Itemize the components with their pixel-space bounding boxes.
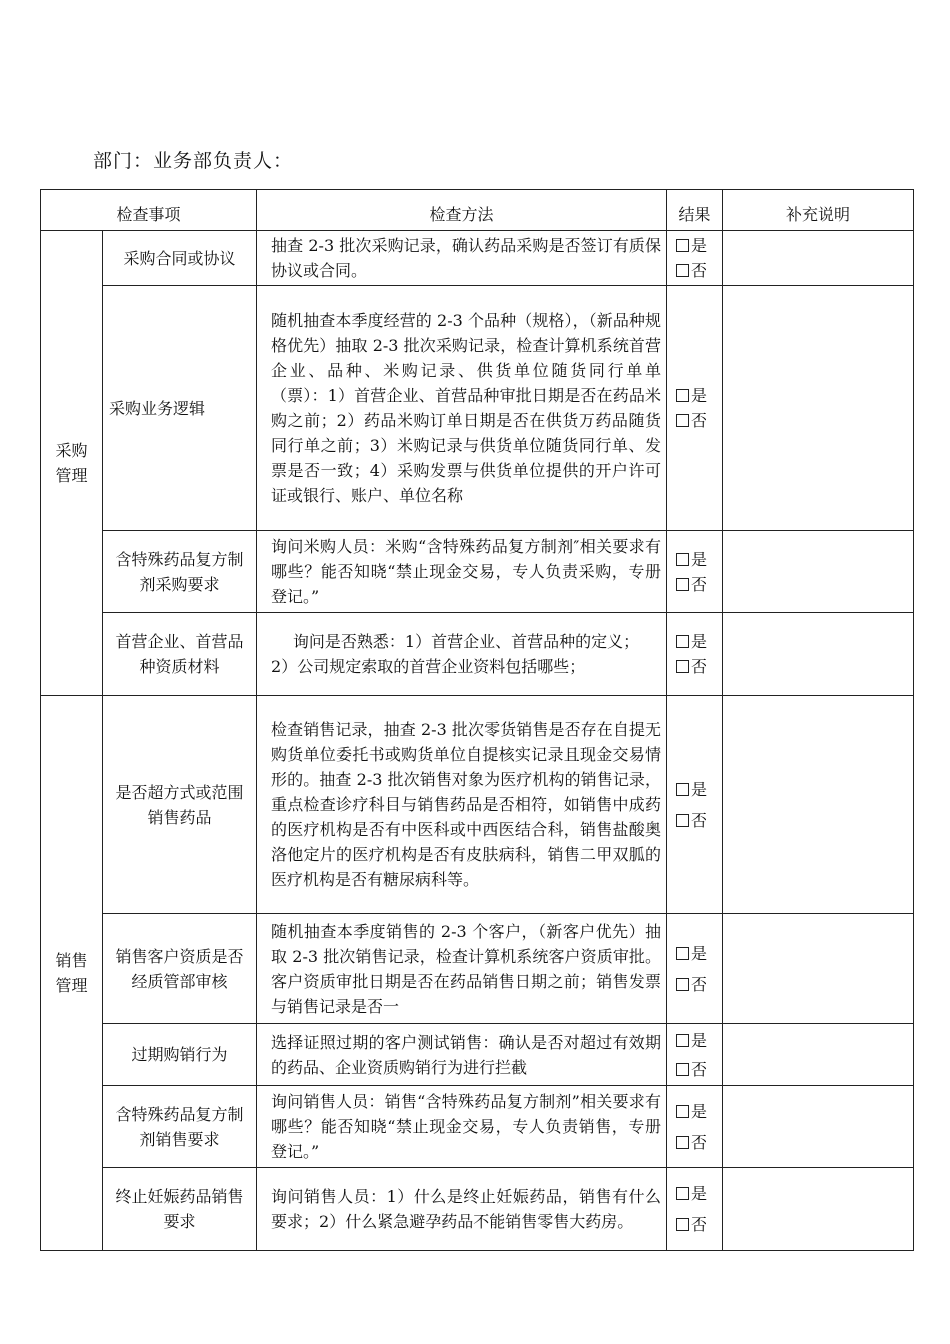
method-cell: [257, 914, 667, 1024]
table-row: [41, 1086, 914, 1168]
method-text: 询问销售人员：1）什么是终止妊娠药品，销售有什么要求；2）什么紧急避孕药品不能销售零售大药房。: [271, 1187, 662, 1231]
method-text: 抽查 2-3 批次采购记录，确认药品采购是否签订有质保协议或合同。: [271, 236, 662, 280]
method-text-b: 2）公司规定索取的首营企业资料包括哪些；: [271, 657, 586, 676]
result-cell: [667, 613, 723, 696]
note-cell[interactable]: [723, 914, 914, 1024]
table-row: [41, 286, 914, 531]
no-label: 否: [691, 1132, 708, 1152]
note-cell[interactable]: [723, 696, 914, 914]
table-row: [41, 1024, 914, 1086]
result-cell: [667, 1086, 723, 1168]
note-cell[interactable]: [723, 286, 914, 531]
table-row: [41, 231, 914, 286]
table-header-row: [41, 190, 914, 231]
note-cell[interactable]: [723, 1168, 914, 1251]
no-checkbox[interactable]: [676, 578, 689, 591]
note-cell[interactable]: [723, 531, 914, 613]
item-cell: 首营企业、首营品种资质材料: [103, 613, 257, 696]
col-header-note: 补充说明: [723, 190, 914, 231]
method-text-a: 询问是否熟悉：1）首营企业、首营品种的定义；: [292, 632, 640, 651]
yes-checkbox[interactable]: [676, 783, 689, 796]
yes-label: 是: [691, 1184, 708, 1203]
yes-label: 是: [691, 779, 708, 799]
no-label: 否: [691, 1215, 708, 1234]
note-cell[interactable]: [723, 1086, 914, 1168]
no-checkbox[interactable]: [676, 814, 689, 827]
col-header-result: 结果: [667, 190, 723, 231]
note-cell[interactable]: [723, 1024, 914, 1086]
no-checkbox[interactable]: [676, 660, 689, 673]
note-cell[interactable]: [723, 231, 914, 286]
yes-label: 是: [691, 1101, 708, 1121]
no-checkbox[interactable]: [676, 264, 689, 277]
method-cell: [257, 1086, 667, 1168]
no-checkbox[interactable]: [676, 1063, 689, 1076]
method-text: 随机抽查本季度经营的 2-3 个品种（规格），（新品种规格优先）抽取 2-3 批次采购记录，检查计算机系统首营企业、品种、米购记录、供货单位随货同行单单（票）：1）首营企业、首营品种审批日期是否在药品米购之前；2）药品米购订单日期是否在供货万药品随货同行单之前；3）米购记录与供货单位随货同行单、发票是否一致；4）采购发票与供货单位提供的开户许可证或银行、账户、单位名称: [271, 311, 662, 505]
no-label: 否: [691, 261, 708, 280]
item-cell: 是否超方式或范围销售药品: [103, 696, 257, 914]
no-label: 否: [691, 1059, 708, 1079]
method-cell: [257, 696, 667, 914]
no-checkbox[interactable]: [676, 978, 689, 991]
yes-label: 是: [691, 549, 708, 569]
category-label: 采购 管理: [55, 441, 88, 485]
yes-label: 是: [691, 1030, 708, 1050]
method-text: 选择证照过期的客户测试销售：确认是否对超过有效期的药品、企业资质购销行为进行拦截: [271, 1032, 662, 1077]
yes-checkbox[interactable]: [676, 1187, 689, 1200]
yes-checkbox[interactable]: [676, 1034, 689, 1047]
method-cell: [257, 531, 667, 613]
yes-checkbox[interactable]: [676, 635, 689, 648]
table-row: [41, 914, 914, 1024]
no-checkbox[interactable]: [676, 1218, 689, 1231]
table-row: [41, 1168, 914, 1251]
yes-checkbox[interactable]: [676, 947, 689, 960]
col-header-method: 检查方法: [257, 190, 667, 231]
method-text: 检查销售记录，抽查 2-3 批次零货销售是否存在自提无购货单位委托书或购货单位自提核实记录且现金交易情形的。抽查 2-3 批次销售对象为医疗机构的销售记录，重点检查诊疗科目与销售药品是否相符，如销售中成药的医疗机构是否有中医科或中西医结合科，销售盐酸奥洛他定片的医疗机构是否有皮肤病科，销售二甲双胍的医疗机构是否有糖尿病科等。: [271, 720, 662, 889]
no-label: 否: [691, 411, 708, 430]
yes-checkbox[interactable]: [676, 1105, 689, 1118]
table-row: [41, 696, 914, 914]
no-checkbox[interactable]: [676, 414, 689, 427]
result-cell: [667, 231, 723, 286]
item-cell: 采购业务逻辑: [103, 286, 257, 531]
method-cell: [257, 286, 667, 531]
no-checkbox[interactable]: [676, 1136, 689, 1149]
method-text: 询问销售人员：销售“含特殊药品复方制剂”相关要求有哪些？能否知晓“禁止现金交易，专人负责销售，专册登记。”: [271, 1092, 662, 1161]
result-cell: [667, 1168, 723, 1251]
yes-label: 是: [691, 632, 708, 651]
yes-label: 是: [691, 236, 708, 255]
item-cell: 含特殊药品复方制剂销售要求: [103, 1086, 257, 1168]
yes-label: 是: [691, 386, 708, 405]
method-cell: [257, 1168, 667, 1251]
item-cell: 含特殊药品复方制剂采购要求: [103, 531, 257, 613]
yes-checkbox[interactable]: [676, 389, 689, 402]
no-label: 否: [691, 974, 708, 994]
item-cell: 终止妊娠药品销售要求: [103, 1168, 257, 1251]
no-label: 否: [691, 574, 708, 594]
method-text: 随机抽查本季度销售的 2-3 个客户，（新客户优先）抽取 2-3 批次销售记录，检查计算机系统客户资质审批。客户资质审批日期是否在药品销售日期之前；销售发票与销售记录是否一: [271, 921, 662, 1016]
result-cell: [667, 696, 723, 914]
yes-label: 是: [691, 943, 708, 963]
yes-checkbox[interactable]: [676, 239, 689, 252]
no-label: 否: [691, 810, 708, 830]
method-cell: [257, 231, 667, 286]
result-cell: [667, 1024, 723, 1086]
department-header: 部门：业务部负责人：: [93, 150, 294, 172]
item-cell: 过期购销行为: [103, 1024, 257, 1086]
table-row: [41, 613, 914, 696]
item-cell: 采购合同或协议: [103, 231, 257, 286]
category-cell-sales: [41, 696, 103, 1251]
result-cell: [667, 286, 723, 531]
result-cell: [667, 531, 723, 613]
item-cell: 销售客户资质是否经质管部审核: [103, 914, 257, 1024]
category-cell-purchase: [41, 231, 103, 696]
yes-checkbox[interactable]: [676, 553, 689, 566]
category-label: 销售 管理: [55, 951, 88, 995]
method-cell: [257, 613, 667, 696]
method-text: 询问米购人员：米购“含特殊药品复方制剂″相关要求有哪些？能否知晓“禁止现金交易，专人负责采购，专册登记。”: [271, 537, 662, 606]
no-label: 否: [691, 657, 708, 676]
inspection-table: [40, 189, 914, 1251]
result-cell: [667, 914, 723, 1024]
note-cell[interactable]: [723, 613, 914, 696]
col-header-item: 检查事项: [41, 190, 257, 231]
table-row: [41, 531, 914, 613]
method-cell: [257, 1024, 667, 1086]
